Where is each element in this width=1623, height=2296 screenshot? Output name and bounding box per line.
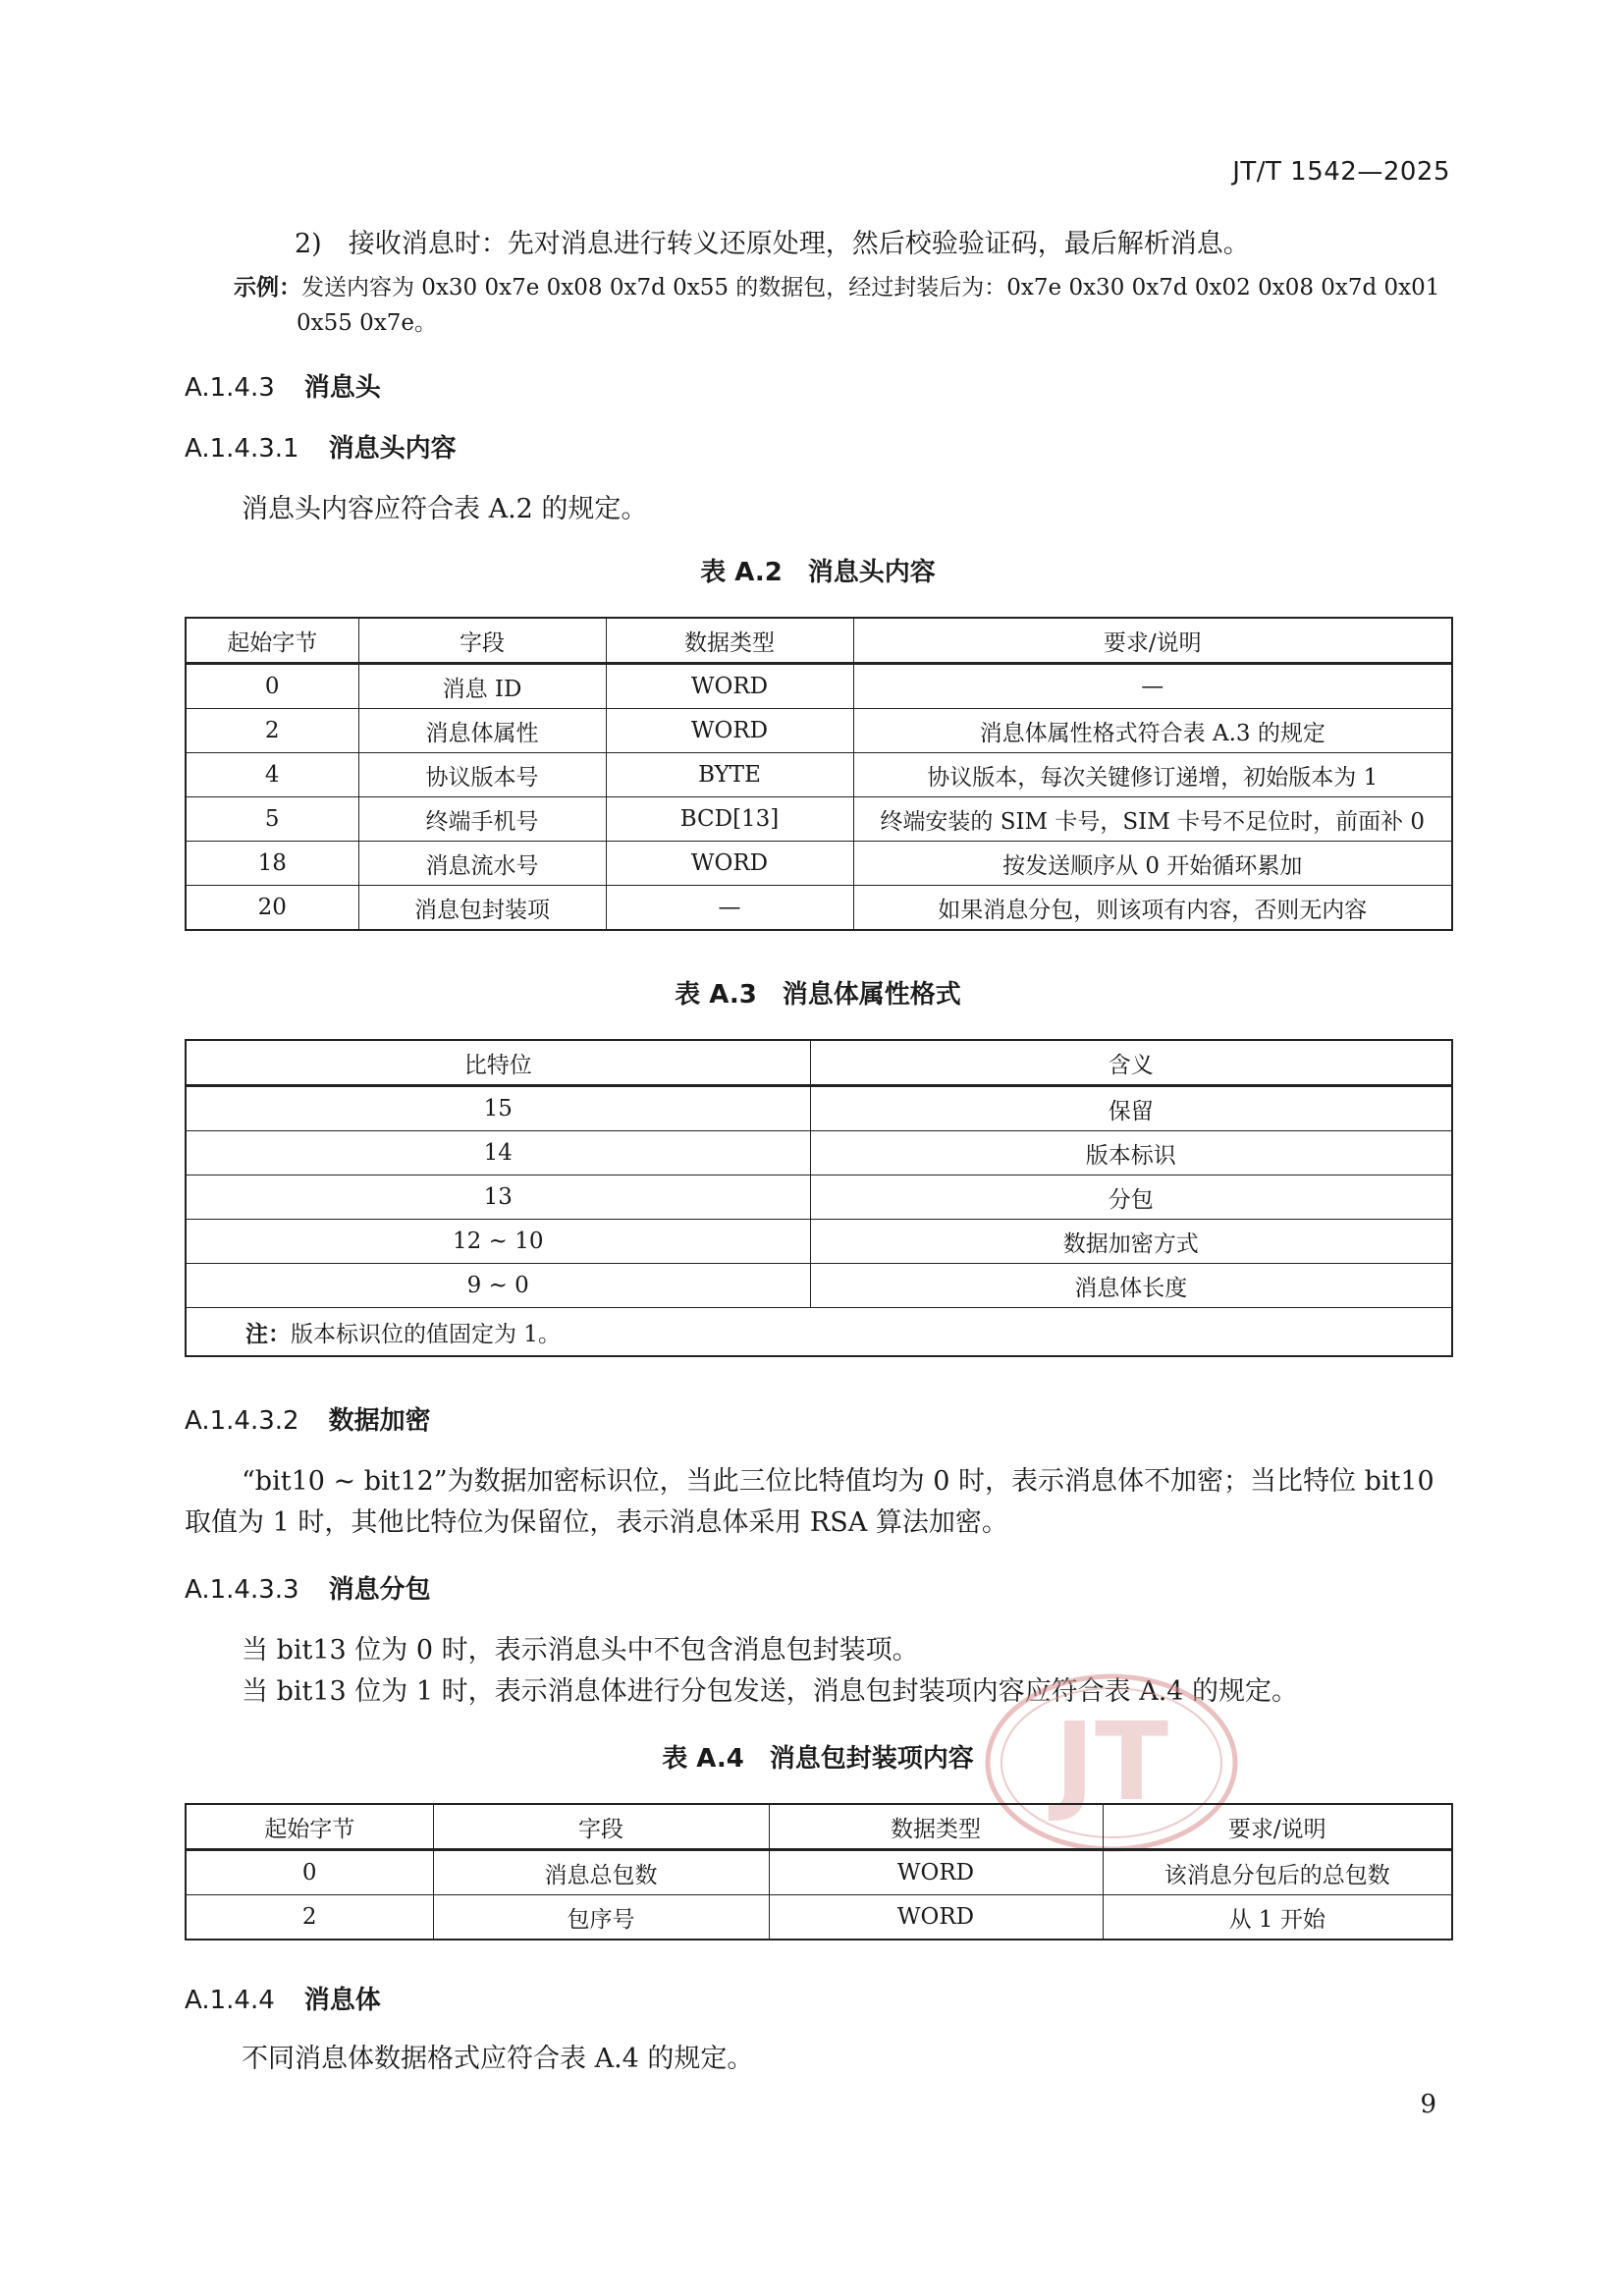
standard-number: JT/T 1542—2025	[1232, 157, 1450, 187]
table-row	[186, 1175, 1452, 1220]
table-a2	[185, 617, 1453, 931]
example-text: 发送内容为 0x30 0x7e 0x08 0x7d 0x55 的数据包，经过封装后为：0x7e 0x30 0x7d 0x02 0x08 0x7d 0x01	[301, 275, 1440, 301]
table-cell: 4	[186, 753, 358, 797]
section-title: 消息分包	[328, 1575, 431, 1605]
table-a2-caption: 表 A.2 消息头内容	[700, 558, 936, 587]
section-number: A.1.4.3.2	[185, 1406, 299, 1436]
table-cell: 12 ~ 10	[186, 1220, 810, 1264]
table-cell: 包序号	[433, 1895, 769, 1941]
section-number: A.1.4.4	[185, 1986, 275, 2015]
table-cell: 该消息分包后的总包数	[1103, 1850, 1452, 1895]
stamp-text: JT	[1055, 1699, 1168, 1825]
table-cell: 14	[186, 1131, 810, 1175]
section-number: A.1.4.3.3	[185, 1575, 299, 1605]
table-cell: BYTE	[606, 753, 853, 797]
table-row	[186, 1895, 1452, 1941]
header-cell: 起始字节	[186, 1804, 433, 1850]
table-note-row	[186, 1308, 1452, 1357]
table-cell: 版本标识	[810, 1131, 1452, 1175]
table-cell: 消息包封装项	[358, 886, 606, 931]
example-label: 示例：	[234, 275, 301, 301]
table-row	[186, 1264, 1452, 1308]
table-row	[186, 1086, 1452, 1131]
table-cell: WORD	[769, 1850, 1103, 1895]
table-cell: 终端手机号	[358, 797, 606, 842]
table-cell: 消息总包数	[433, 1850, 769, 1895]
list-item-2: 2) 接收消息时：先对消息进行转义还原处理，然后校验验证码，最后解析消息。	[295, 229, 1250, 259]
paragraph-a1431: 消息头内容应符合表 A.2 的规定。	[242, 494, 648, 524]
table-cell: 20	[186, 886, 358, 931]
table-cell: 保留	[810, 1086, 1452, 1131]
table-cell: 协议版本，每次关键修订递增，初始版本为 1	[853, 753, 1452, 797]
section-heading-a143	[185, 367, 381, 404]
table-cell: 0	[186, 664, 358, 709]
table-cell: WORD	[606, 664, 853, 709]
header-cell: 要求/说明	[1103, 1804, 1452, 1850]
header-cell: 起始字节	[186, 618, 358, 664]
section-title: 消息头	[303, 373, 381, 403]
table-cell: WORD	[769, 1895, 1103, 1941]
section-title: 消息体	[303, 1986, 381, 2015]
page-number: 9	[1420, 2090, 1436, 2119]
table-a4	[185, 1803, 1453, 1941]
table-cell: WORD	[606, 842, 853, 886]
table-row	[186, 1850, 1452, 1895]
table-a3-caption: 表 A.3 消息体属性格式	[675, 980, 961, 1010]
table-cell: —	[606, 886, 853, 931]
table-cell: 消息 ID	[358, 664, 606, 709]
table-cell: WORD	[606, 709, 853, 753]
header-cell: 比特位	[186, 1040, 810, 1086]
table-cell: 分包	[810, 1175, 1452, 1220]
section-title: 消息头内容	[328, 434, 457, 464]
table-cell: 终端安装的 SIM 卡号，SIM 卡号不足位时，前面补 0	[853, 797, 1452, 842]
table-row	[186, 1131, 1452, 1175]
example-line-1	[234, 271, 1439, 304]
header-cell: 要求/说明	[853, 618, 1452, 664]
header-cell: 字段	[433, 1804, 769, 1850]
table-cell: 数据加密方式	[810, 1220, 1452, 1264]
section-title: 数据加密	[328, 1406, 431, 1436]
table-cell: 15	[186, 1086, 810, 1131]
table-cell: 按发送顺序从 0 开始循环累加	[853, 842, 1452, 886]
section-heading-a1432	[185, 1400, 431, 1437]
table-header-row	[186, 1804, 1452, 1850]
table-cell: 2	[186, 709, 358, 753]
paragraph-a1433-line-1: 当 bit13 位为 0 时，表示消息头中不包含消息包封装项。	[242, 1635, 919, 1666]
table-cell: 消息体属性	[358, 709, 606, 753]
table-cell: 13	[186, 1175, 810, 1220]
table-cell: 消息流水号	[358, 842, 606, 886]
header-cell: 含义	[810, 1040, 1452, 1086]
table-cell: 5	[186, 797, 358, 842]
table-row	[186, 753, 1452, 797]
table-cell: BCD[13]	[606, 797, 853, 842]
table-cell: 2	[186, 1895, 433, 1941]
paragraph-a1433-line-2: 当 bit13 位为 1 时，表示消息体进行分包发送，消息包封装项内容应符合表 A.4 的规定。	[242, 1676, 1299, 1707]
table-cell: 消息体属性格式符合表 A.3 的规定	[853, 709, 1452, 753]
section-heading-a1433	[185, 1569, 431, 1606]
table-row	[186, 664, 1452, 709]
table-row	[186, 1220, 1452, 1264]
note-text: 版本标识位的值固定为 1。	[291, 1321, 561, 1347]
table-a4-caption: 表 A.4 消息包封装项内容	[662, 1744, 974, 1774]
table-header-row	[186, 618, 1452, 664]
table-cell: 0	[186, 1850, 433, 1895]
paragraph-a144: 不同消息体数据格式应符合表 A.4 的规定。	[242, 2044, 754, 2074]
header-cell: 数据类型	[769, 1804, 1103, 1850]
table-cell: 消息体长度	[810, 1264, 1452, 1308]
table-cell: —	[853, 664, 1452, 709]
table-cell: 如果消息分包，则该项有内容，否则无内容	[853, 886, 1452, 931]
header-cell: 数据类型	[606, 618, 853, 664]
table-cell: 9 ~ 0	[186, 1264, 810, 1308]
table-row	[186, 886, 1452, 931]
table-cell: 18	[186, 842, 358, 886]
header-cell: 字段	[358, 618, 606, 664]
section-number: A.1.4.3.1	[185, 434, 299, 464]
table-cell: 从 1 开始	[1103, 1895, 1452, 1941]
table-row	[186, 842, 1452, 886]
example-line-2: 0x55 0x7e。	[297, 310, 438, 336]
section-heading-a1431	[185, 428, 457, 465]
table-note	[186, 1308, 1452, 1357]
table-a3	[185, 1039, 1453, 1357]
note-label: 注：	[245, 1321, 291, 1347]
table-header-row	[186, 1040, 1452, 1086]
table-cell: 协议版本号	[358, 753, 606, 797]
table-row	[186, 709, 1452, 753]
section-number: A.1.4.3	[185, 373, 275, 403]
section-heading-a144	[185, 1980, 381, 2016]
paragraph-a1432-line-2: 取值为 1 时，其他比特位为保留位，表示消息体采用 RSA 算法加密。	[185, 1507, 1008, 1538]
paragraph-a1432-line-1: “bit10 ~ bit12”为数据加密标识位，当此三位比特值均为 0 时，表示消息体不加密；当比特位 bit10	[242, 1466, 1434, 1497]
table-row	[186, 797, 1452, 842]
